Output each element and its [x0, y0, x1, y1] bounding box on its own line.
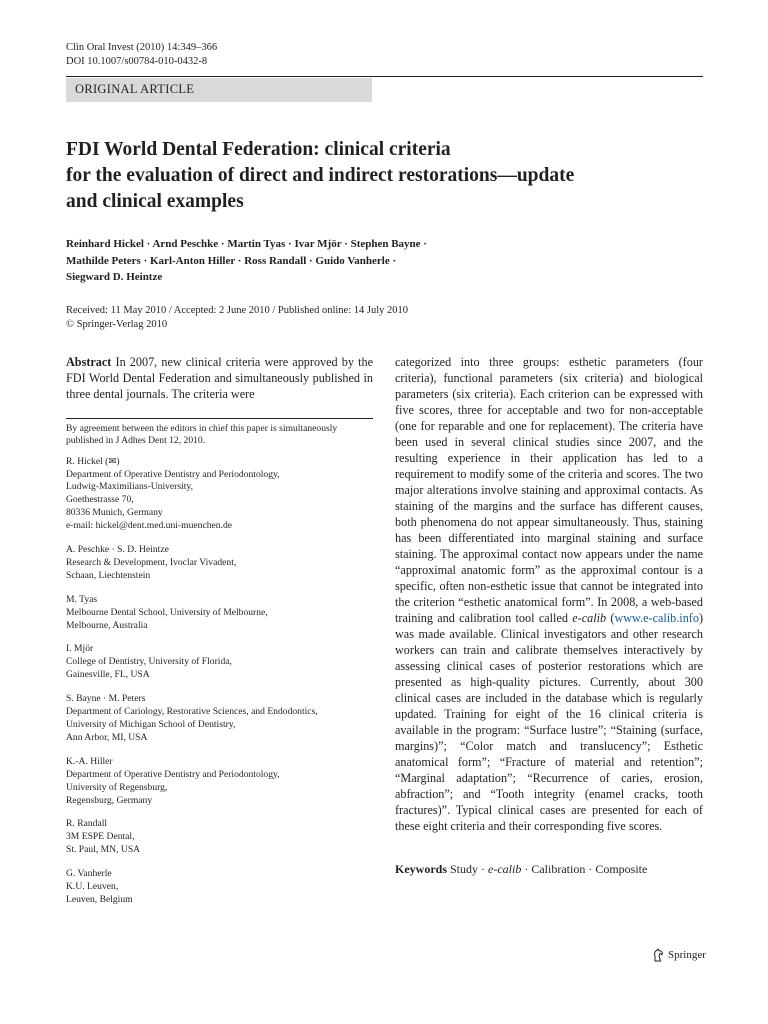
journal-doi: DOI 10.1007/s00784-010-0432-8	[66, 56, 208, 67]
affiliation-block	[66, 456, 373, 533]
abstract-start	[66, 354, 373, 402]
abstract-text-right-2: ) was made available. Clinical investigators and other research workers can train and calibrate themselves interactively by assessing clinical cases of posterior restorations which are presented as high-quality pictures. Currently, about 300 clinical cases are included in the database which is regularly updated. Training for eight of the 16 clinical criteria is available in the program: “Surface lustre”; “Staining (surface, margins)”; “Color match and translucency”; Esthetic anatomical form”; “Fracture of material and retention”; “Marginal adaptation”; “Recurrence of caries, erosion, abfraction”; and “Tooth integrity (enamel cracks, tooth fractures)”. Typical clinical cases are presented for each of these eight criteria and their corresponding five scores.	[395, 611, 704, 833]
affiliation-line: Research & Development, Ivoclar Vivadent,	[66, 556, 237, 568]
journal-citation: Clin Oral Invest (2010) 14:349–366	[66, 42, 218, 53]
affiliation-authors: S. Bayne · M. Peters	[66, 693, 146, 705]
affiliation-line: Leuven, Belgium	[66, 893, 133, 905]
affiliation-authors: M. Tyas	[66, 593, 98, 605]
keyword: Composite	[595, 862, 648, 876]
author-line: Mathilde Peters · Karl-Anton Hiller · Ross Randall · Guido Vanherle ·	[66, 254, 397, 267]
affiliation-line: University of Michigan School of Dentistry,	[66, 719, 236, 730]
date-history: Received: 11 May 2010 / Accepted: 2 June 2010 / Published online: 14 July 2010	[66, 305, 408, 316]
left-column	[66, 354, 373, 907]
affiliation-authors: I. Mjör	[66, 643, 94, 655]
affiliation-line: Ann Arbor, MI, USA	[66, 731, 148, 743]
right-column	[395, 354, 703, 877]
paren-open: (	[610, 611, 615, 625]
editorial-footnote: By agreement between the editors in chief this paper is simultaneously published in J Adhes Dent 12, 2010.	[66, 423, 338, 447]
author-list	[66, 236, 706, 286]
copyright-line: © Springer-Verlag 2010	[66, 318, 168, 330]
title-line: and clinical examples	[66, 191, 244, 212]
affiliation-block	[66, 756, 373, 808]
title-line: FDI World Dental Federation: clinical criteria	[66, 139, 451, 160]
abstract-label: Abstract	[66, 355, 112, 369]
keywords	[395, 861, 703, 877]
affiliation-line: Melbourne, Australia	[66, 619, 148, 631]
affiliation-block	[66, 643, 373, 682]
journal-header	[66, 41, 217, 69]
publisher-mark	[652, 948, 706, 962]
affiliation-list	[66, 456, 373, 907]
affiliation-authors: K.-A. Hiller	[66, 755, 113, 767]
affiliation-line: e-mail: hickel@dent.med.uni-muenchen.de	[66, 520, 233, 532]
affiliation-authors: R. Hickel (✉)	[66, 455, 120, 467]
affiliation-line: Melbourne Dental School, University of Melbourne,	[66, 606, 268, 618]
keyword: Calibration	[531, 862, 586, 876]
footnote-rule	[66, 418, 373, 419]
springer-horse-icon	[652, 948, 665, 962]
article-title	[66, 137, 706, 215]
affiliation-line: Department of Cariology, Restorative Sciences, and Endodontics,	[66, 706, 318, 718]
affiliation-block	[66, 693, 373, 745]
affiliation-line: Goethestrasse 70,	[66, 494, 134, 506]
keyword: e-calib	[488, 862, 522, 876]
abstract-continued	[395, 354, 703, 834]
affiliation-authors: G. Vanherle	[66, 868, 112, 880]
affiliation-block	[66, 544, 373, 583]
header-rule	[66, 76, 703, 77]
tool-name: e-calib	[572, 611, 607, 625]
abstract-text-left: In 2007, new clinical criteria were approved by the FDI World Dental Federation and simultaneously published in three dental journals. The criteria were	[66, 355, 374, 401]
keywords-label: Keywords	[395, 862, 447, 876]
title-line: for the evaluation of direct and indirect restorations—update	[66, 165, 575, 186]
keyword-separator: ·	[585, 862, 596, 876]
author-line: Siegward D. Heintze	[66, 271, 163, 283]
affiliation-line: Schaan, Liechtenstein	[66, 569, 151, 581]
publication-dates	[66, 304, 408, 331]
affiliation-block	[66, 868, 373, 907]
affiliation-block	[66, 594, 373, 633]
affiliation-block	[66, 818, 373, 857]
e-calib-link[interactable]: www.e-calib.info	[614, 611, 699, 625]
author-line: Reinhard Hickel · Arnd Peschke · Martin Tyas · Ivar Mjör · Stephen Bayne ·	[66, 238, 427, 250]
affiliation-line: College of Dentistry, University of Florida,	[66, 656, 232, 668]
abstract-text-right-1: categorized into three groups: esthetic parameters (four criteria), functional parameters (six criteria) and biological parameters (six criteria). Each criterion can be expressed with five scores, three for acceptable and two for non-acceptable (one for reparable and one for replacement). The criteria have been used in several clinical studies since 2007, and the resulting experience in their application has led to a requirement to modify some of the criteria and scores. The two major alterations involve staining and approximal contacts. As staining of the margins and the surface has different causes, both phenomena do not appear simultaneously. Thus, staining has been differentiated into marginal staining and surface staining. The approximal contact now appears under the name “approximal anatomic form” as the approximal contour is a specific, often non-esthetic issue that cannot be integrated into the criterion “esthetic anatomical form”. In 2008, a web-based training and calibration tool called	[395, 355, 703, 625]
affiliation-line: Gainesville, FL, USA	[66, 669, 150, 681]
affiliation-line: Department of Operative Dentistry and Periodontology,	[66, 468, 280, 480]
affiliation-line: Regensburg, Germany	[66, 794, 153, 806]
keyword: Study	[450, 862, 479, 876]
affiliation-authors: R. Randall	[66, 818, 108, 830]
affiliation-authors: A. Peschke · S. D. Heintze	[66, 544, 169, 556]
affiliation-line: Ludwig-Maximilians-University,	[66, 481, 194, 493]
affiliation-line: Department of Operative Dentistry and Periodontology,	[66, 768, 280, 780]
affiliation-line: 80336 Munich, Germany	[66, 507, 163, 519]
article-type-banner: ORIGINAL ARTICLE	[66, 78, 372, 102]
keyword-separator: ·	[478, 862, 489, 876]
affiliation-line: 3M ESPE Dental,	[66, 831, 135, 843]
affiliation-line: St. Paul, MN, USA	[66, 844, 141, 856]
publisher-name: Springer	[668, 949, 706, 961]
affiliation-line: University of Regensburg,	[66, 781, 168, 793]
affiliation-line: K.U. Leuven,	[66, 881, 119, 893]
keyword-separator: ·	[521, 862, 532, 876]
